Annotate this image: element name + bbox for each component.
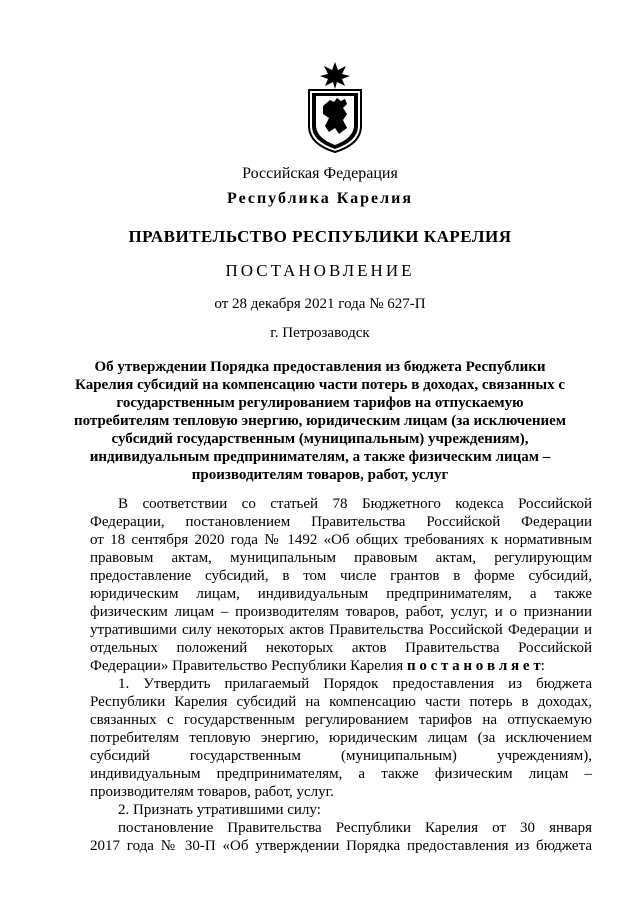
title-line: потребителям тепловую энергию, юридическим лицам (за исключением (73, 413, 567, 429)
body-line: отдельных положений некоторых актов Правительства Российской (90, 640, 592, 656)
body-line: 1. Утвердить прилагаемый Порядок предоставления из бюджета (118, 676, 592, 692)
title-line: производителям товаров, работ, услуг (191, 467, 449, 483)
country-name: Российская Федерация (242, 165, 398, 182)
decree-keyword: п о с т а н о в л я е т (406, 658, 541, 674)
title-line: государственным регулированием тарифов на отпускаемую (116, 395, 524, 411)
government-name: ПРАВИТЕЛЬСТВО РЕСПУБЛИКИ КАРЕЛИЯ (128, 227, 512, 246)
body-line: 2. Признать утратившими силу: (118, 802, 321, 818)
republic-name: Республика Карелия (227, 190, 413, 207)
body-line: субсидий государственным (муниципальным) учреждениям), (90, 748, 592, 764)
body-line: В соответствии со статьей 78 Бюджетного кодекса Российской (118, 496, 592, 512)
body-line: связанных с государственным регулированием тарифов на отпускаемую (90, 712, 592, 728)
body-line-last (90, 657, 592, 675)
karelia-coat-of-arms-icon (303, 62, 367, 154)
city: г. Петрозаводск (270, 325, 370, 341)
title-line: индивидуальным предпринимателям, а также физическим лицам – (89, 449, 551, 465)
title-line: Об утверждении Порядка предоставления из бюджета Республики (94, 359, 546, 375)
body-line: индивидуальным предпринимателям, а также физическим лицам – (90, 766, 592, 782)
body-text: : (540, 658, 545, 674)
body-line: физическим лицам – производителям товаров, работ, услуг, и о признании (90, 604, 592, 620)
document-type: ПОСТАНОВЛЕНИЕ (225, 261, 415, 280)
body-line: постановление Правительства Республики Карелия от 30 января (118, 820, 592, 836)
body-line: производителям товаров, работ, услуг. (90, 784, 334, 800)
body-line: Федерации, постановлением Правительства Российской Федерации (90, 514, 592, 530)
title-line: Карелия субсидий на компенсацию части потерь в доходах, связанных с (75, 377, 565, 393)
body-text: Федерации» Правительство Республики Карелия (90, 658, 404, 674)
body-line: правовым актам, муниципальным правовым актам, регулирующим (90, 550, 592, 566)
body-line: от 18 сентября 2020 года № 1492 «Об общих требованиях к нормативным (90, 532, 592, 548)
body-line: предоставление субсидий, в том числе грантов в форме субсидий, (90, 568, 592, 584)
body-line: юридическим лицам, индивидуальным предпринимателям, а также (90, 586, 592, 602)
body-line: Республики Карелия субсидий на компенсацию части потерь в доходах, (90, 694, 592, 710)
date-and-number: от 28 декабря 2021 года № 627-П (214, 296, 426, 312)
body-line: потребителям тепловую энергию, юридическим лицам (за исключением (90, 730, 592, 746)
body-line: 2017 года № 30-П «Об утверждении Порядка предоставления из бюджета (90, 838, 592, 854)
title-line: субсидий государственным (муниципальным) учреждениям), (111, 431, 529, 447)
body-line: утратившими силу некоторых актов Правительства Российской Федерации и (90, 622, 592, 638)
